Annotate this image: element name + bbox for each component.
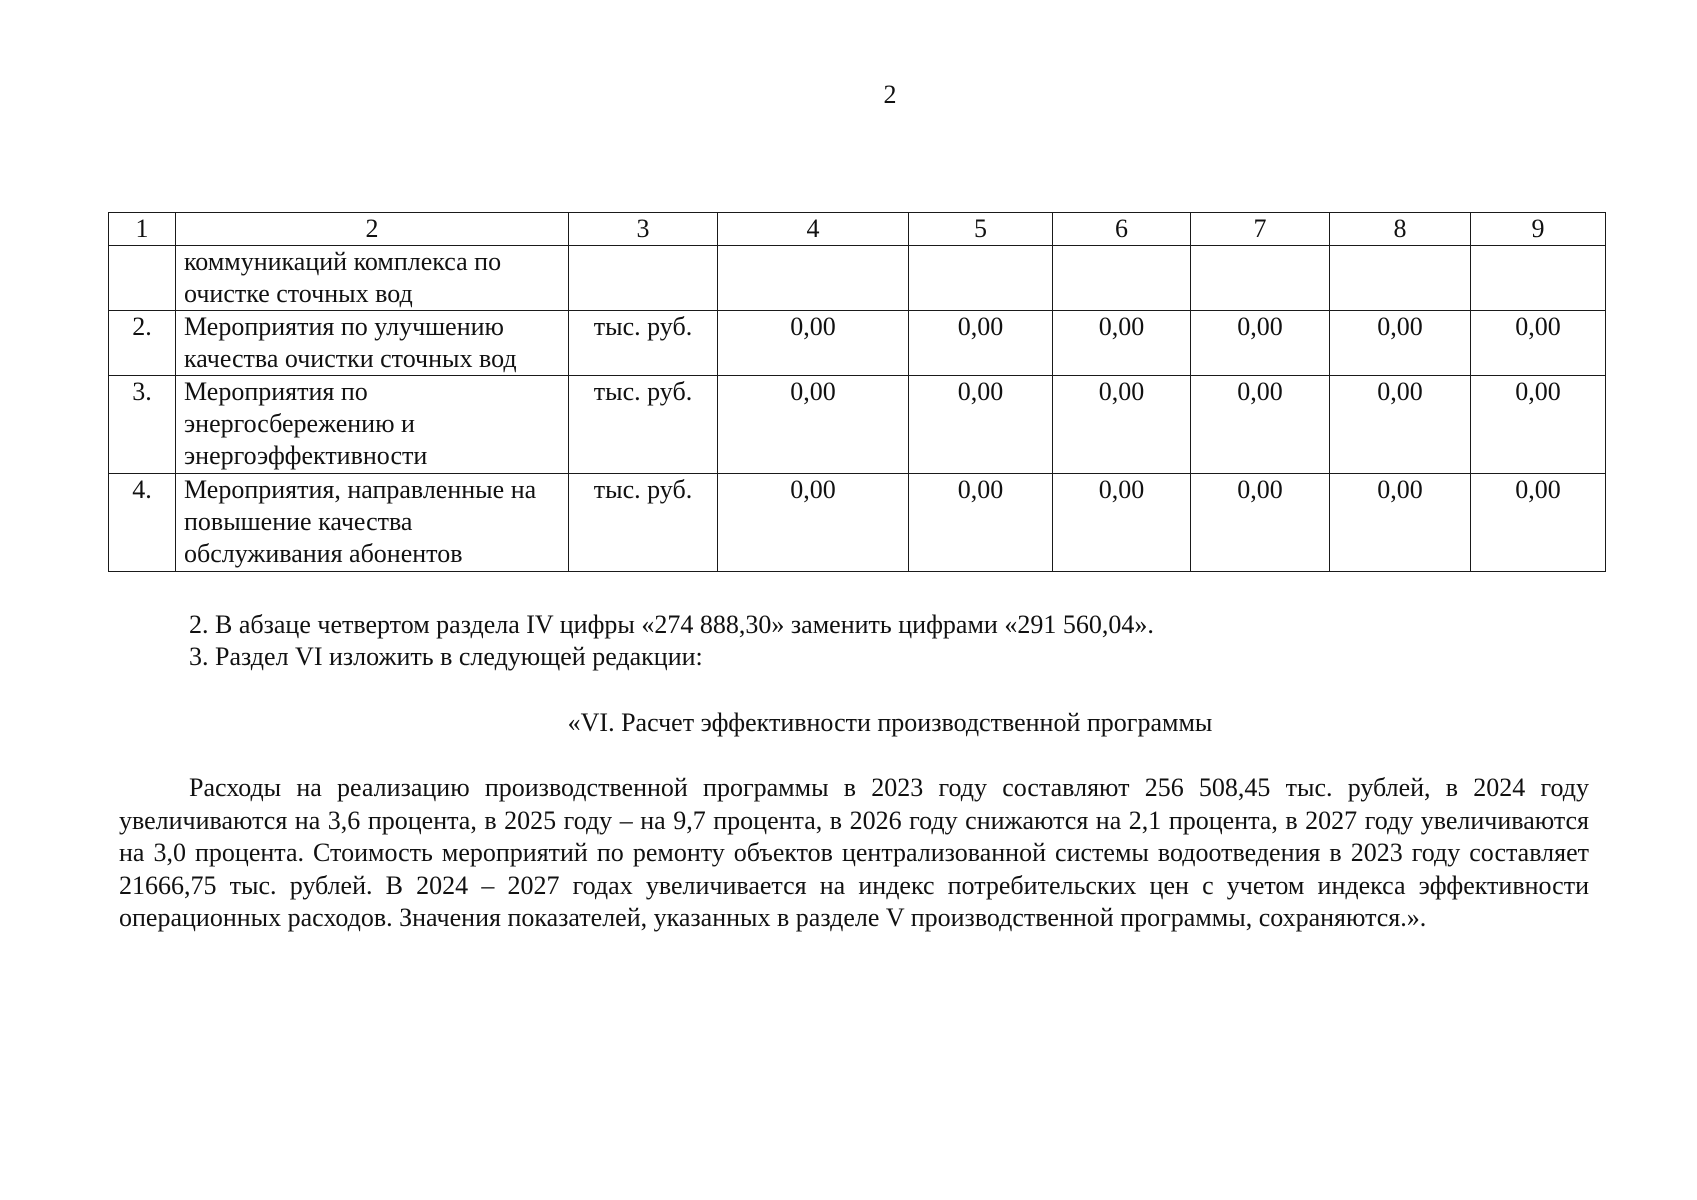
row-value-cell: [909, 246, 1053, 311]
table-header-row: [109, 213, 1606, 246]
page-number: 2: [883, 80, 897, 109]
row-value-cell: 0,00: [1053, 311, 1191, 376]
row-number-cell: 4.: [109, 474, 176, 572]
column-number-cell: 1: [109, 213, 176, 246]
column-number-cell: 9: [1471, 213, 1606, 246]
program-table: [108, 212, 1606, 572]
table-row: [109, 376, 1606, 474]
row-value-cell: [1330, 246, 1471, 311]
row-value-cell: 0,00: [1330, 376, 1471, 474]
row-number-cell: [109, 246, 176, 311]
row-value-cell: 0,00: [1053, 376, 1191, 474]
amendment-item-3: 3. Раздел VI изложить в следующей редакции:: [189, 642, 703, 671]
body-paragraph: Расходы на реализацию производственной программы в 2023 году составляют 256 508,45 тыс. рублей, в 2024 году увеличиваются на 3,6 процента, в 2025 году – на 9,7 процента, в 2026 году снижаются на 2,1 процента, в 2027 году увеличиваются на 3,0 процента. Стоимость мероприятий по ремонту объектов централизованной системы водоотведения в 2023 году составляет 21666,75 тыс. рублей. В 2024 – 2027 годах увеличивается на индекс потребительских цен с учетом индекса эффективности операционных расходов. Значения показателей, указанных в разделе V производственной программы, сохраняются.».: [119, 773, 1589, 932]
row-unit-cell: тыс. руб.: [569, 376, 718, 474]
row-value-cell: 0,00: [909, 376, 1053, 474]
row-value-cell: [718, 246, 909, 311]
row-value-cell: [1191, 246, 1330, 311]
column-number-cell: 5: [909, 213, 1053, 246]
row-value-cell: 0,00: [1471, 376, 1606, 474]
row-value-cell: 0,00: [909, 311, 1053, 376]
row-value-cell: 0,00: [1330, 474, 1471, 572]
table-row: [109, 474, 1606, 572]
row-value-cell: 0,00: [718, 474, 909, 572]
row-value-cell: 0,00: [909, 474, 1053, 572]
row-number-cell: 2.: [109, 311, 176, 376]
row-value-cell: [1053, 246, 1191, 311]
column-number-cell: 3: [569, 213, 718, 246]
row-value-cell: 0,00: [1053, 474, 1191, 572]
row-name-cell: Мероприятия, направленные на повышение качества обслуживания абонентов: [176, 474, 569, 572]
row-name-cell: Мероприятия по улучшению качества очистки сточных вод: [176, 311, 569, 376]
row-value-cell: 0,00: [718, 376, 909, 474]
row-value-cell: [1471, 246, 1606, 311]
table-row: [109, 246, 1606, 311]
amendment-item-2: 2. В абзаце четвертом раздела IV цифры «274 888,30» заменить цифрами «291 560,04».: [189, 610, 1154, 639]
row-name-cell: Мероприятия по энергосбережению и энергоэффективности: [176, 376, 569, 474]
row-value-cell: 0,00: [1191, 311, 1330, 376]
row-value-cell: 0,00: [1330, 311, 1471, 376]
column-number-cell: 4: [718, 213, 909, 246]
row-value-cell: 0,00: [1471, 311, 1606, 376]
row-value-cell: 0,00: [1191, 474, 1330, 572]
table-row: [109, 311, 1606, 376]
row-value-cell: 0,00: [1191, 376, 1330, 474]
column-number-cell: 8: [1330, 213, 1471, 246]
row-number-cell: 3.: [109, 376, 176, 474]
row-unit-cell: тыс. руб.: [569, 474, 718, 572]
row-value-cell: 0,00: [1471, 474, 1606, 572]
row-value-cell: 0,00: [718, 311, 909, 376]
row-unit-cell: тыс. руб.: [569, 311, 718, 376]
column-number-cell: 2: [176, 213, 569, 246]
row-name-cell: коммуникаций комплекса по очистке сточных вод: [176, 246, 569, 311]
column-number-cell: 6: [1053, 213, 1191, 246]
row-unit-cell: [569, 246, 718, 311]
section-title: «VI. Расчет эффективности производственной программы: [567, 708, 1213, 737]
column-number-cell: 7: [1191, 213, 1330, 246]
